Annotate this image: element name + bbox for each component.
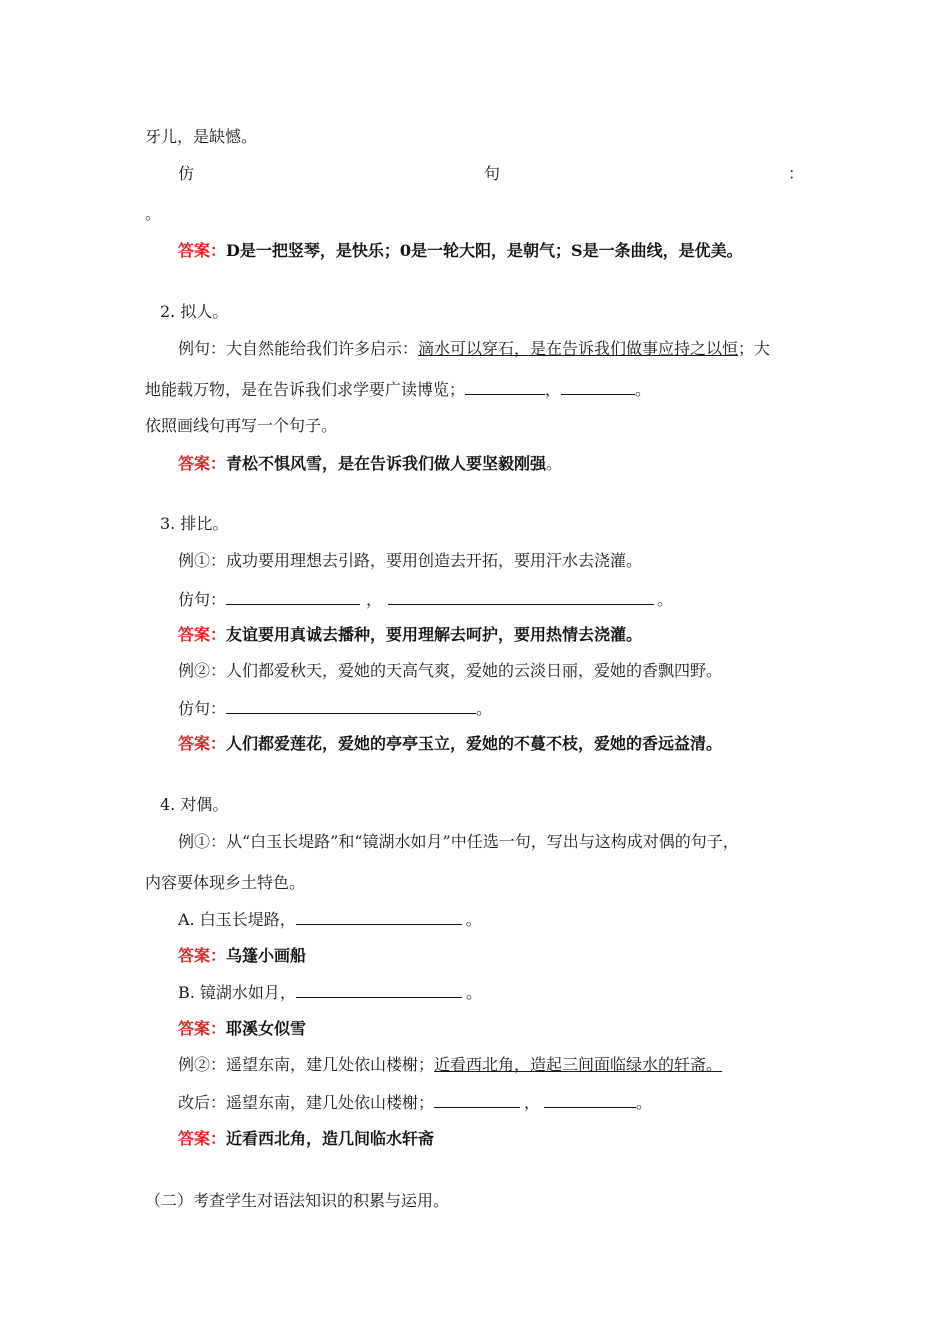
- s4-example-2-underlined: 近看西北角，造起三间面临绿水的轩斋。: [434, 1055, 723, 1074]
- s4-gai: [178, 1091, 652, 1114]
- paragraph-continuation: [145, 126, 257, 148]
- answer-text: 友谊要用真诚去播种，要用理解去呵护，要用热情去浇灌。: [226, 625, 643, 644]
- answer-line-1: [178, 240, 743, 262]
- blank-field[interactable]: [226, 588, 360, 605]
- s2-example-prefix: 例句：大自然能给我们许多启示：: [178, 339, 419, 358]
- s4-example-1-line2: 内容要体现乡土特色。: [145, 873, 306, 892]
- s4-option-a: [178, 908, 482, 931]
- section-heading-2: 2. 拟人。: [160, 302, 229, 321]
- s4-example-2: [178, 1054, 722, 1076]
- answer-line-4b: [178, 1018, 306, 1040]
- s2-example-line: [178, 338, 770, 360]
- answer-label: 答案：: [178, 946, 227, 965]
- s4-option-b: [178, 981, 482, 1004]
- answer-label: 答案：: [178, 1129, 227, 1148]
- period: 。: [465, 910, 482, 929]
- blank-field[interactable]: [226, 697, 476, 714]
- period: 。: [657, 590, 674, 609]
- option-b-text: B. 镜湖水如月，: [178, 983, 296, 1002]
- answer-line-3a: [178, 624, 642, 646]
- comma: ，: [366, 590, 383, 609]
- period: 。: [476, 699, 493, 718]
- answer-label: 答案：: [178, 454, 227, 473]
- period: 。: [636, 1093, 653, 1112]
- section-heading-3: 3. 排比。: [160, 514, 229, 533]
- answer-label: 答案：: [178, 734, 227, 753]
- blank-field[interactable]: [388, 588, 654, 605]
- blank-field[interactable]: [561, 378, 635, 395]
- answer-line-4a: [178, 945, 306, 967]
- answer-line-3b: [178, 733, 722, 755]
- s4-example-1-line1: 例①：从“白玉长堤路”和“镜湖水如月”中任选一句，写出与这构成对偶的句子，: [178, 832, 739, 851]
- s3-fang-1: [178, 588, 673, 611]
- blank-field[interactable]: [296, 908, 462, 925]
- answer-text: D是一把竖琴，是快乐；0是一轮大阳，是朝气；S是一条曲线，是优美。: [226, 241, 743, 260]
- period: 。: [635, 380, 652, 399]
- blank-field[interactable]: [465, 378, 545, 395]
- section-heading-grammar: （二）考查学生对语法知识的积累与运用。: [145, 1191, 450, 1210]
- fang-label: 仿句：: [178, 590, 227, 609]
- comma: ，: [524, 1093, 541, 1112]
- section-heading-4: 4. 对偶。: [160, 795, 229, 814]
- answer-text: 青松不惧风雪，是在告诉我们做人要坚毅刚强: [226, 454, 547, 473]
- blank-field[interactable]: [544, 1091, 636, 1108]
- s4-example-2-prefix: 例②：遥望东南，建几处依山楼榭；: [178, 1055, 435, 1074]
- s2-instruction: 依照画线句再写一个句子。: [145, 416, 338, 435]
- s3-example-1: 例①：成功要用理想去引路，要用创造去开拓，要用汗水去浇灌。: [178, 551, 643, 570]
- answer-line-2: [178, 453, 562, 475]
- period: 。: [546, 454, 563, 473]
- s3-fang-2: [178, 697, 492, 720]
- s3-example-2: 例②：人们都爱秋天，爱她的天高气爽，爱她的云淡日丽，爱她的香飘四野。: [178, 661, 723, 680]
- gai-label: 改后：遥望东南，建几处依山楼榭；: [178, 1093, 435, 1112]
- answer-text: 耶溪女似雪: [226, 1019, 307, 1038]
- s2-example-underlined: 滴水可以穿石，是在告诉我们做事应持之以恒: [418, 339, 739, 358]
- answer-line-4c: [178, 1128, 434, 1150]
- fang-period: 。: [145, 204, 162, 223]
- comma: ，: [545, 380, 562, 399]
- s2-line-2: [145, 378, 651, 401]
- continuation-text: 牙儿，是缺憾。: [145, 127, 258, 146]
- period: 。: [465, 983, 482, 1002]
- fang-char-1: 仿: [178, 164, 195, 183]
- s2-example-suffix: ；大: [738, 339, 771, 358]
- answer-label: 答案：: [178, 1019, 227, 1038]
- fang-char-2: 句: [484, 164, 501, 183]
- fang-label: 仿句：: [178, 699, 227, 718]
- answer-text: 近看西北角，造几间临水轩斋: [226, 1129, 435, 1148]
- answer-label: 答案：: [178, 241, 227, 260]
- blank-field[interactable]: [296, 981, 462, 998]
- answer-text: 人们都爱莲花，爱她的亭亭玉立，爱她的不蔓不枝，爱她的香远益清。: [226, 734, 723, 753]
- option-a-text: A. 白玉长堤路，: [178, 910, 296, 929]
- s2-line2-text: 地能载万物，是在告诉我们求学要广读博览；: [145, 380, 466, 399]
- answer-text: 乌篷小画船: [226, 946, 307, 965]
- blank-field[interactable]: [434, 1091, 520, 1108]
- fang-colon: ：: [788, 164, 805, 183]
- answer-label: 答案：: [178, 625, 227, 644]
